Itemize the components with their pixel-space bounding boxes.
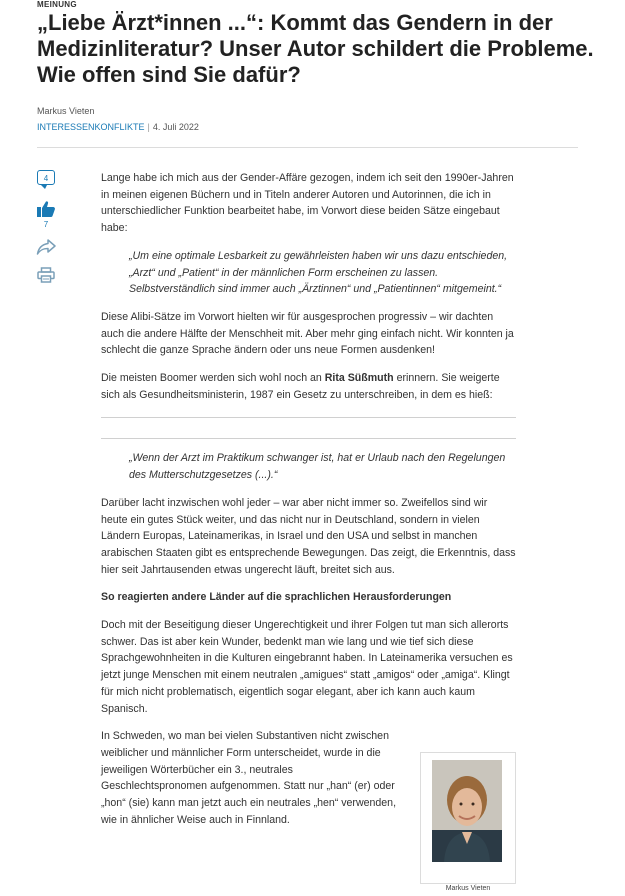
quote-divider-bottom bbox=[101, 438, 516, 439]
paragraph: Lange habe ich mich aus der Gender-Affäre gezogen, indem ich seit den 1990er-Jahren in meinen eigenen Büchern und in Titeln anderer Autoren und Autorinnen, die ich in unterschiedlicher Funktion bearbeitet habe, im Vorwort diese beiden Sätze eingebaut habe: bbox=[101, 172, 514, 235]
blockquote: „Um eine optimale Lesbarkeit zu gewährleisten haben wir uns dazu entschieden, „Arzt“ und „Patient“ in der männlichen Form erscheinen zu lassen. Selbstverständlich sind immer auch „Ärztinnen“ und „Patientinnen“ mitgemeint.“ bbox=[129, 249, 508, 296]
paragraph-text: Diese Alibi-Sätze im Vorwort hielten wir für ausgesprochen progressiv – wir dachten auch die andere Hälfte der Menschheit mit. Aber mehr ging einfach nicht. Wir konnten ja schlecht die ganze Sprache ändern oder uns neue Formen ausdenken! bbox=[101, 310, 514, 357]
paragraph-text: Die meisten Boomer werden sich wohl noch an bbox=[101, 372, 325, 385]
blockquote: „Wenn der Arzt im Praktikum schwanger ist, hat er Urlaub nach den Regelungen des Mutterschutzgesetzes (...).“ bbox=[129, 452, 506, 482]
article-toolbar bbox=[34, 170, 58, 283]
header-divider bbox=[37, 147, 578, 148]
share-icon[interactable] bbox=[36, 239, 56, 255]
article-headline: „Liebe Ärzt*innen ...“: Kommt das Gendern in der Medizinliteratur? Unser Autor schildert die Probleme. Wie offen sind Sie dafür? bbox=[37, 10, 594, 87]
author-photo[interactable] bbox=[432, 760, 502, 862]
publish-date: 4. Juli 2022 bbox=[152, 122, 199, 132]
person-name: Rita Süßmuth bbox=[324, 372, 394, 385]
paragraph: Darüber lacht inzwischen wohl jeder – war aber nicht immer so. Zweifellos sind wir heute ein gutes Stück weiter, und das nicht nur in Deutschland, sondern in vielen Ländern Europas, Lateinamerikas, in Israel und den USA und selbst in manchen arabischen Staaten gibt es entsprechende Bewegungen. Das zeigt, die Erkenntnis, dass hier seit Jahrtausenden etwas ungerecht läuft, breitet sich aus. bbox=[101, 496, 516, 576]
article-body bbox=[101, 170, 516, 829]
section-subheading: So reagierten andere Länder auf die sprachlichen Herausforderungen bbox=[101, 591, 452, 604]
quote-divider-top bbox=[101, 417, 516, 418]
category-link[interactable]: INTERESSENKONFLIKTE bbox=[37, 122, 145, 132]
meta-separator: | bbox=[147, 122, 150, 132]
print-icon[interactable] bbox=[37, 267, 55, 283]
photo-caption: Markus Vieten bbox=[445, 885, 491, 892]
section-label: MEINUNG bbox=[37, 0, 77, 9]
like-count: 7 bbox=[43, 220, 49, 229]
paragraph bbox=[101, 370, 516, 403]
author-name[interactable]: Markus Vieten bbox=[37, 106, 95, 116]
paragraph: Doch mit der Beseitigung dieser Ungerechtigkeit und ihrer Folgen tut man sich allerorts schwer. Das ist aber kein Wunder, bedenkt man wie lang und wie tief sich diese Sprachgewohnheiten in die Kulturen eingebrannt haben. In Lateinamerika versuchen es jetzt junge Menschen mit einem neutralen „amigues“ statt „amigos“ oder „amiga“. Klingt für mich nicht problematisch, eigentlich sogar elegant, aber ich kann auch kaum Spanisch. bbox=[101, 619, 513, 715]
thumbs-up-icon[interactable] bbox=[36, 200, 56, 218]
paragraph-text: erinnern. Sie weigerte sich als Gesundheitsministerin, 1987 ein Gesetz zu unterschreiben, in dem es hieß: bbox=[101, 372, 500, 401]
paragraph: In Schweden, wo man bei vielen Substantiven nicht zwischen weiblicher und männlicher Form unterscheidet, wurde in die jeweiligen Wörterbücher ein 3., neutrales Geschlechtspronomen aufgenommen. Statt nur „han“ (er) oder „hon“ (sie) kann man jetzt auch ein neutrales „hen“ verwenden, wie in ähnlicher Weise auch in Finnland. bbox=[101, 730, 397, 826]
article-meta bbox=[37, 122, 199, 132]
comment-count: 4 bbox=[43, 174, 49, 183]
comment-icon[interactable] bbox=[37, 170, 55, 185]
paragraph bbox=[101, 309, 516, 359]
